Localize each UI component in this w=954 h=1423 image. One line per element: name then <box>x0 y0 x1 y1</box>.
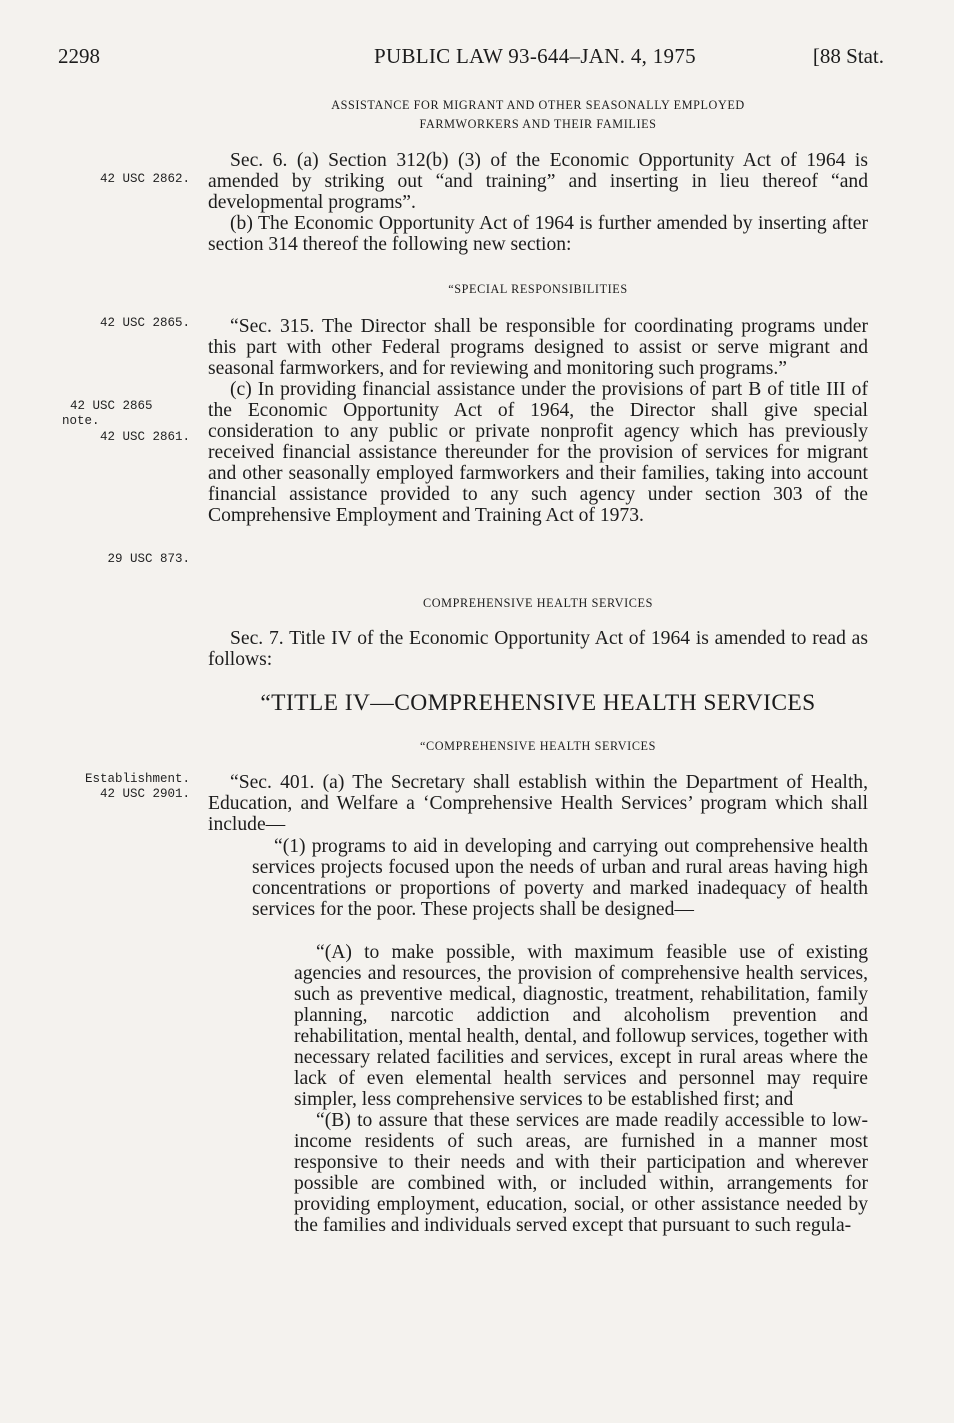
section-heading-line: FARMWORKERS AND THEIR FAMILIES <box>419 117 657 131</box>
statute-reference: [88 Stat. <box>812 44 884 68</box>
paragraph-sec315: “Sec. 315. The Director shall be responsible for coordinating programs under this part with other Federal programs designed to assist or serve migrant and seasonal farmworkers, and for reviewing and monitoring such programs.” <box>208 316 868 379</box>
section-heading-line: ASSISTANCE FOR MIGRANT AND OTHER SEASONALLY EMPLOYED <box>331 98 745 112</box>
law-title: PUBLIC LAW 93-644–JAN. 4, 1975 <box>374 44 696 68</box>
margin-note <box>48 399 190 414</box>
paragraph-item-a: “(A) to make possible, with maximum feasible use of existing agencies and resources, the provision of comprehensive health services, such as preventive medical, diagnostic, treatment, rehabilitation, family planning, narcotic addiction and alcoholism prevention and rehabilitation, mental health, dental, and followup services, together with necessary related facilities and services, except in rural areas where the lack of even elemental health services and personnel may require simpler, less comprehensive services to be established first; and <box>294 942 868 1110</box>
title-heading: “TITLE IV—COMPREHENSIVE HEALTH SERVICES <box>260 690 816 716</box>
paragraph-sec7: Sec. 7. Title IV of the Economic Opportunity Act of 1964 is amended to read as follows: <box>208 628 868 670</box>
margin-note: 42 USC 2901. <box>99 787 190 801</box>
paragraph-sec401: “Sec. 401. (a) The Secretary shall establish within the Department of Health, Education, and Welfare a ‘Comprehensive Health Services’ program which shall include— <box>208 772 868 835</box>
text-block <box>208 628 868 670</box>
section-heading: COMPREHENSIVE HEALTH SERVICES <box>423 596 653 610</box>
margin-note: 42 USC 2861. <box>99 430 190 444</box>
section-heading: “COMPREHENSIVE HEALTH SERVICES <box>420 739 656 753</box>
margin-note: Establishment. <box>84 772 190 786</box>
running-header <box>58 44 884 74</box>
page-number: 2298 <box>58 44 100 68</box>
text-block <box>252 836 868 920</box>
paragraph-sec6-b: (b) The Economic Opportunity Act of 1964 is further amended by inserting after section 314 thereof the following new section: <box>208 213 868 255</box>
paragraph-item-b: “(B) to assure that these services are made readily accessible to low-income residents of such areas, are furnished in a manner most responsive to their needs and with their participation and wherever possible are combined with, or included within, arrangements for providing employment, education, social, or other assistance needed by the families and individuals served except that pursuant to such regula- <box>294 1110 868 1236</box>
margin-note-line: 42 USC 2865 <box>70 399 153 413</box>
margin-note: 29 USC 873. <box>107 552 190 566</box>
paragraph-sec6-c: (c) In providing financial assistance under the provisions of part B of title III of the Economic Opportunity Act of 1964, the Director shall give special consideration to any public or private nonprofit agency which has previously received financial assistance thereunder for the provision of services for migrant and other seasonally employed farmworkers and their families, taking into account financial assistance provided to any such agency under section 303 of the Comprehensive Employment and Training Act of 1973. <box>208 379 868 526</box>
margin-note: 42 USC 2862. <box>99 172 190 186</box>
section-heading: “SPECIAL RESPONSIBILITIES <box>448 282 628 296</box>
text-block <box>294 942 868 1236</box>
text-block <box>208 316 868 526</box>
text-block <box>208 772 868 835</box>
text-block <box>208 150 868 255</box>
paragraph-sec6-a: Sec. 6. (a) Section 312(b) (3) of the Economic Opportunity Act of 1964 is amended by striking out “and training” and inserting in lieu thereof “and developmental programs”. <box>208 150 868 213</box>
paragraph-item-1: “(1) programs to aid in developing and carrying out comprehensive health services projects focused upon the needs of urban and rural areas having high concentrations or proportions of poverty and marked inadequacy of health services for the poor. These projects shall be designed— <box>252 836 868 920</box>
margin-note: 42 USC 2865. <box>99 316 190 330</box>
margin-note-line: note. <box>62 414 100 428</box>
section-heading <box>208 96 868 134</box>
